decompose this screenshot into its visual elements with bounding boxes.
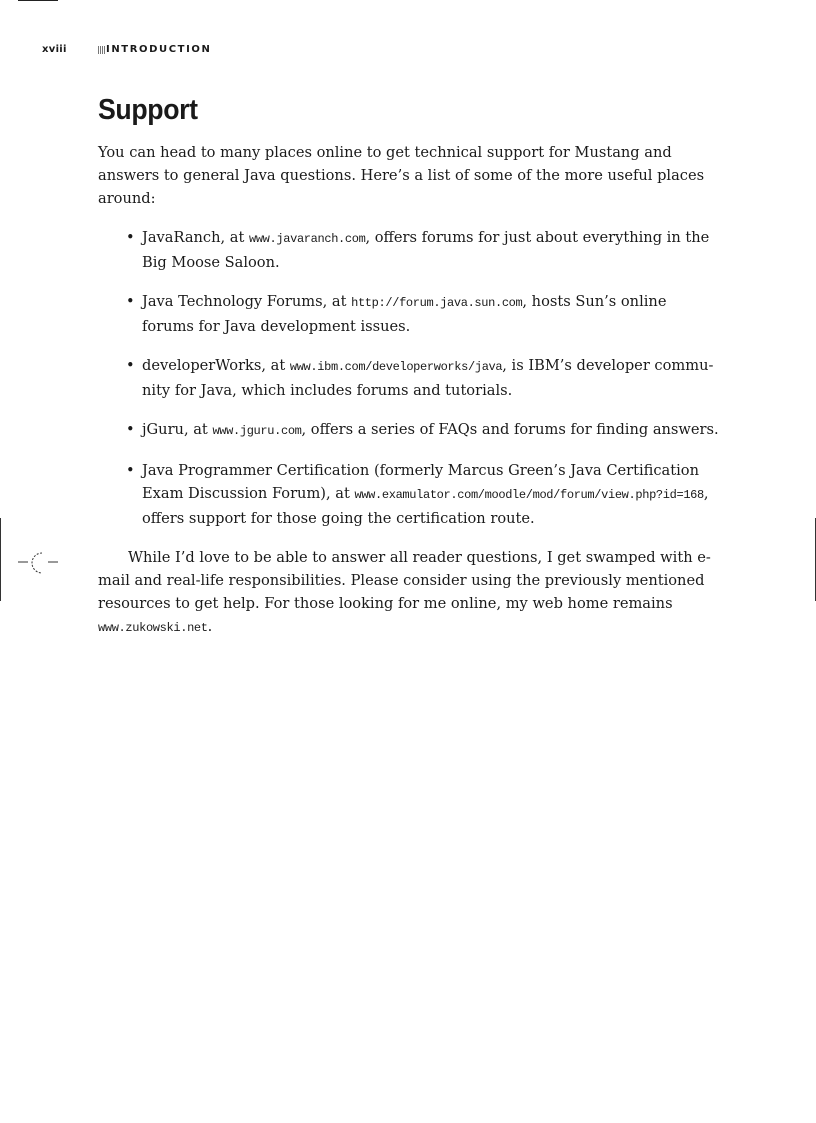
- running-head: [42, 44, 211, 55]
- bullet-icon: •: [126, 462, 135, 479]
- resource-description: , is IBM’s developer commu-nity for Java, which includes forums and tutorials.: [142, 357, 714, 399]
- list-item-java-technology-forums: [126, 290, 728, 338]
- bullet-icon: •: [126, 357, 135, 374]
- bullet-icon: •: [126, 229, 135, 246]
- chapter-label: INTRODUCTION: [106, 44, 212, 55]
- author-website-url[interactable]: www.zukowski.net: [98, 621, 208, 635]
- top-crop-rule: [18, 0, 58, 1]
- section-title: Support: [98, 94, 198, 126]
- resource-name: developerWorks, at: [142, 357, 290, 374]
- resource-url[interactable]: www.javaranch.com: [248, 232, 366, 246]
- resource-name: jGuru, at: [142, 421, 213, 438]
- resource-url[interactable]: www.jguru.com: [212, 424, 302, 438]
- section-marker-icon: [98, 46, 105, 54]
- bullet-icon: •: [126, 421, 135, 438]
- page-number: xviii: [42, 44, 67, 55]
- list-item-developerworks: [126, 354, 728, 402]
- resource-url[interactable]: www.examulator.com/moodle/mod/forum/view.php?id=168: [354, 488, 704, 502]
- closing-text: While I’d love to be able to answer all reader questions, I get swamped with e-mail and real-life responsibilities. Please consider using the previously mentioned resources to get help. For those looking for me online, my web home remains: [98, 549, 711, 612]
- list-item-jguru: [126, 418, 728, 443]
- list-item-java-programmer-certification: [126, 459, 728, 530]
- resource-description: , offers a series of FAQs and forums for finding answers.: [301, 421, 719, 438]
- registration-mark-icon: [18, 550, 62, 576]
- resource-name: Java Technology Forums, at: [142, 293, 352, 310]
- resource-url[interactable]: www.ibm.com/developerworks/java: [289, 360, 503, 374]
- resource-list: [98, 226, 728, 530]
- closing-period: .: [207, 618, 213, 635]
- resource-url[interactable]: http://forum.java.sun.com: [351, 296, 523, 310]
- page-body: [98, 141, 728, 640]
- resource-name: Java Programmer Certification (formerly Marcus Green’s Java Certification Exam Discussion Forum), at: [142, 462, 699, 502]
- resource-description: , hosts Sun’s online forums for Java development issues.: [142, 293, 667, 335]
- resource-description: , offers support for those going the certification route.: [142, 485, 709, 527]
- intro-paragraph: You can head to many places online to get technical support for Mustang and answers to general Java questions. Here’s a list of some of the more useful places around:: [98, 144, 705, 207]
- list-item-javaranch: [126, 226, 728, 274]
- resource-name: JavaRanch, at: [142, 229, 249, 246]
- resource-description: , offers forums for just about everything in the Big Moose Saloon.: [142, 229, 710, 271]
- bullet-icon: •: [126, 293, 135, 310]
- left-crop-mark: [0, 518, 1, 601]
- closing-paragraph: [98, 546, 728, 640]
